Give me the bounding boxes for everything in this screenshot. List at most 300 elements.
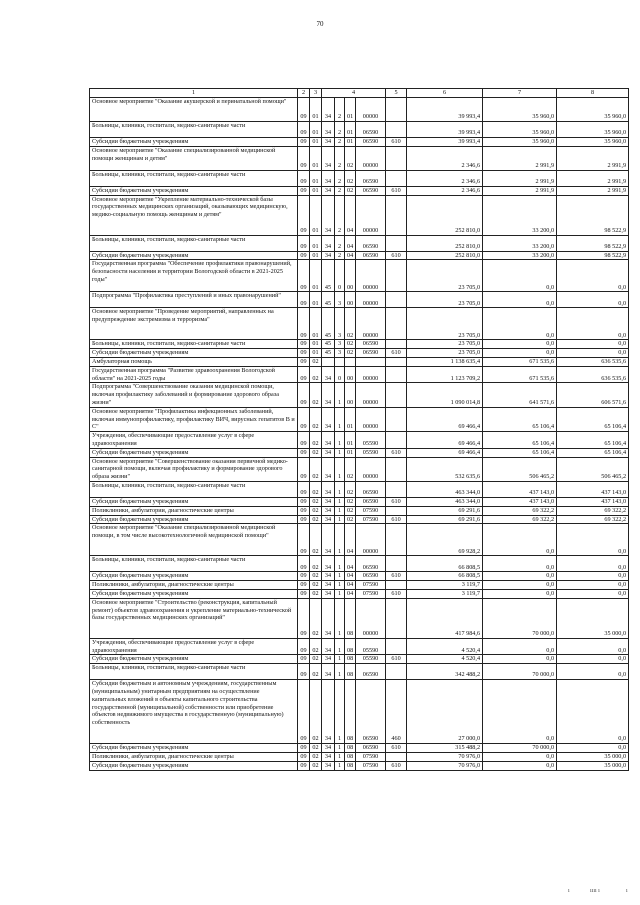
amount-col8: 35 000,0 xyxy=(557,761,629,770)
event-code: 04 xyxy=(345,251,356,260)
amount-col8: 69 322,2 xyxy=(557,515,629,524)
amount-col8: 0,0 xyxy=(557,292,629,308)
row-name: Субсидии бюджетным учреждениям xyxy=(90,138,298,147)
amount-col8: 98 522,9 xyxy=(557,235,629,251)
amount-col6: 23 705,0 xyxy=(407,349,483,358)
event-code: 02 xyxy=(345,308,356,340)
direction-code: 00000 xyxy=(356,146,386,170)
amount-col7: 33 200,0 xyxy=(483,251,557,260)
section-code: 09 xyxy=(298,195,310,235)
program-code: 34 xyxy=(322,524,335,556)
direction-code: 07590 xyxy=(356,761,386,770)
event-code: 02 xyxy=(345,146,356,170)
expense-type-code xyxy=(386,524,407,556)
amount-col7: 69 322,2 xyxy=(483,506,557,515)
row-name: Субсидии бюджетным и автономным учреждениям, государственным (муниципальным) унитарным предприятиям на осуществление капитальных вложений в объекты капитального строительства государственной (муниципальной) собственности или приобретение объектов недвижимого имущества в государственную (муниципальную) собственность xyxy=(90,680,298,744)
row-name: Больницы, клиники, госпитали, медико-санитарные части xyxy=(90,481,298,497)
row-name: Больницы, клиники, госпитали, медико-санитарные части xyxy=(90,556,298,572)
event-code: 02 xyxy=(345,186,356,195)
amount-col6: 27 000,0 xyxy=(407,680,483,744)
direction-code: 00000 xyxy=(356,407,386,431)
amount-col8: 0,0 xyxy=(557,572,629,581)
subsection-code: 01 xyxy=(310,195,322,235)
subsection-code: 02 xyxy=(310,457,322,481)
amount-col7: 437 143,0 xyxy=(483,481,557,497)
subprogram-code: 1 xyxy=(335,598,345,638)
table-row xyxy=(90,556,629,572)
subsection-code: 02 xyxy=(310,357,322,366)
event-code: 01 xyxy=(345,407,356,431)
program-code: 34 xyxy=(322,366,335,383)
amount-col8: 0,0 xyxy=(557,638,629,655)
event-code: 04 xyxy=(345,195,356,235)
subprogram-code: 3 xyxy=(335,308,345,340)
expense-type-code: 610 xyxy=(386,515,407,524)
amount-col7: 35 960,0 xyxy=(483,98,557,122)
amount-col7: 70 000,0 xyxy=(483,664,557,680)
footer-mark: ı xyxy=(626,888,628,894)
amount-col8: 0,0 xyxy=(557,589,629,598)
program-code: 34 xyxy=(322,572,335,581)
amount-col8: 2 991,9 xyxy=(557,186,629,195)
section-code: 09 xyxy=(298,383,310,407)
amount-col6: 252 810,0 xyxy=(407,251,483,260)
expense-type-code: 610 xyxy=(386,186,407,195)
subsection-code: 02 xyxy=(310,581,322,590)
expense-type-code xyxy=(386,752,407,761)
expense-type-code xyxy=(386,638,407,655)
expense-type-code xyxy=(386,122,407,138)
row-name: Больницы, клиники, госпитали, медико-санитарные части xyxy=(90,340,298,349)
expense-type-code: 610 xyxy=(386,572,407,581)
subsection-code: 02 xyxy=(310,589,322,598)
subprogram-code: 1 xyxy=(335,655,345,664)
program-code: 34 xyxy=(322,457,335,481)
amount-col6: 1 138 635,4 xyxy=(407,357,483,366)
amount-col6: 69 466,4 xyxy=(407,448,483,457)
program-code: 34 xyxy=(322,581,335,590)
subsection-code: 01 xyxy=(310,308,322,340)
subprogram-code: 2 xyxy=(335,170,345,186)
table-row xyxy=(90,524,629,556)
expense-type-code xyxy=(386,664,407,680)
row-name: Субсидии бюджетным учреждениям xyxy=(90,572,298,581)
event-code: 02 xyxy=(345,497,356,506)
direction-code: 06590 xyxy=(356,170,386,186)
expense-type-code: 610 xyxy=(386,589,407,598)
program-code: 34 xyxy=(322,195,335,235)
footer-mark: ıııı ı xyxy=(590,888,600,894)
subprogram-code: 3 xyxy=(335,292,345,308)
subsection-code: 02 xyxy=(310,515,322,524)
amount-col6: 23 705,0 xyxy=(407,340,483,349)
event-code: 04 xyxy=(345,556,356,572)
table-row xyxy=(90,122,629,138)
event-code: 08 xyxy=(345,664,356,680)
amount-col6: 315 488,2 xyxy=(407,744,483,753)
table-row xyxy=(90,761,629,770)
subprogram-code: 2 xyxy=(335,138,345,147)
amount-col6: 4 520,4 xyxy=(407,655,483,664)
amount-col8: 0,0 xyxy=(557,556,629,572)
amount-col6: 252 810,0 xyxy=(407,235,483,251)
program-code: 34 xyxy=(322,122,335,138)
subsection-code: 01 xyxy=(310,292,322,308)
amount-col8: 0,0 xyxy=(557,349,629,358)
table-row xyxy=(90,349,629,358)
row-name: Субсидии бюджетным учреждениям xyxy=(90,515,298,524)
expense-type-code xyxy=(386,598,407,638)
amount-col8: 98 522,9 xyxy=(557,195,629,235)
row-name: Основное мероприятие "Оказание специализированной медицинской помощи, в том числе высокотехнологичной медицинской помощи" xyxy=(90,524,298,556)
budget-table xyxy=(89,88,629,771)
amount-col7: 0,0 xyxy=(483,752,557,761)
section-code: 09 xyxy=(298,308,310,340)
section-code: 09 xyxy=(298,366,310,383)
expense-type-code xyxy=(386,340,407,349)
subsection-code: 02 xyxy=(310,664,322,680)
amount-col8: 0,0 xyxy=(557,744,629,753)
expense-type-code xyxy=(386,383,407,407)
section-code: 09 xyxy=(298,664,310,680)
column-header: 3 xyxy=(310,89,322,98)
amount-col8: 65 106,4 xyxy=(557,407,629,431)
program-code: 34 xyxy=(322,383,335,407)
program-code: 34 xyxy=(322,556,335,572)
program-code: 34 xyxy=(322,752,335,761)
subprogram-code: 2 xyxy=(335,195,345,235)
amount-col8: 69 322,2 xyxy=(557,506,629,515)
event-code: 02 xyxy=(345,481,356,497)
amount-col6: 342 488,2 xyxy=(407,664,483,680)
event-code: 08 xyxy=(345,744,356,753)
direction-code: 00000 xyxy=(356,195,386,235)
subsection-code: 02 xyxy=(310,366,322,383)
section-code: 09 xyxy=(298,744,310,753)
row-name: Субсидии бюджетным учреждениям xyxy=(90,349,298,358)
direction-code: 06590 xyxy=(356,497,386,506)
section-code: 09 xyxy=(298,638,310,655)
event-code: 00 xyxy=(345,366,356,383)
row-name: Субсидии бюджетным учреждениям xyxy=(90,761,298,770)
column-header: 5 xyxy=(386,89,407,98)
table-row xyxy=(90,407,629,431)
section-code: 09 xyxy=(298,572,310,581)
amount-col8: 636 535,6 xyxy=(557,366,629,383)
subsection-code: 02 xyxy=(310,432,322,449)
amount-col7: 0,0 xyxy=(483,308,557,340)
event-code: 04 xyxy=(345,235,356,251)
direction-code: 06590 xyxy=(356,340,386,349)
expense-type-code xyxy=(386,260,407,292)
table-row xyxy=(90,515,629,524)
amount-col8: 0,0 xyxy=(557,581,629,590)
program-code: 34 xyxy=(322,680,335,744)
event-code: 02 xyxy=(345,349,356,358)
event-code: 01 xyxy=(345,98,356,122)
amount-col7: 0,0 xyxy=(483,638,557,655)
event-code: 02 xyxy=(345,515,356,524)
subprogram-code: 1 xyxy=(335,752,345,761)
amount-col7: 0,0 xyxy=(483,292,557,308)
direction-code: 06590 xyxy=(356,349,386,358)
program-code: 34 xyxy=(322,448,335,457)
table-row xyxy=(90,664,629,680)
amount-col6: 463 344,0 xyxy=(407,481,483,497)
event-code: 08 xyxy=(345,638,356,655)
amount-col7: 69 322,2 xyxy=(483,515,557,524)
direction-code: 06590 xyxy=(356,572,386,581)
subprogram-code: 1 xyxy=(335,744,345,753)
row-name: Субсидии бюджетным учреждениям xyxy=(90,497,298,506)
subprogram-code: 3 xyxy=(335,349,345,358)
amount-col6: 1 090 014,8 xyxy=(407,383,483,407)
program-code: 34 xyxy=(322,235,335,251)
footer-mark: ı xyxy=(568,888,570,894)
row-name: Основное мероприятие "Оказание специализированной медицинской помощи женщинам и детям" xyxy=(90,146,298,170)
amount-col7: 671 535,6 xyxy=(483,366,557,383)
subsection-code: 02 xyxy=(310,448,322,457)
amount-col8: 65 106,4 xyxy=(557,432,629,449)
program-code: 45 xyxy=(322,308,335,340)
expense-type-code xyxy=(386,235,407,251)
amount-col6: 69 466,4 xyxy=(407,407,483,431)
expense-type-code xyxy=(386,366,407,383)
table-row xyxy=(90,235,629,251)
amount-col8: 35 960,0 xyxy=(557,138,629,147)
table-row xyxy=(90,497,629,506)
subprogram-code xyxy=(335,357,345,366)
amount-col7: 65 106,4 xyxy=(483,432,557,449)
event-code: 02 xyxy=(345,457,356,481)
amount-col7: 65 106,4 xyxy=(483,448,557,457)
amount-col8: 2 991,9 xyxy=(557,170,629,186)
subsection-code: 02 xyxy=(310,524,322,556)
row-name: Основное мероприятие "Совершенствование оказания первичной медико-санитарной помощи, включая профилактику и формирование здорового образа жизни" xyxy=(90,457,298,481)
direction-code: 07590 xyxy=(356,515,386,524)
table-row xyxy=(90,186,629,195)
section-code: 09 xyxy=(298,589,310,598)
amount-col8: 0,0 xyxy=(557,655,629,664)
amount-col7: 70 000,0 xyxy=(483,598,557,638)
subsection-code: 02 xyxy=(310,506,322,515)
amount-col8: 35 000,0 xyxy=(557,598,629,638)
amount-col6: 39 993,4 xyxy=(407,122,483,138)
column-header: 6 xyxy=(407,89,483,98)
subprogram-code: 2 xyxy=(335,122,345,138)
amount-col7: 0,0 xyxy=(483,655,557,664)
table-row xyxy=(90,506,629,515)
subprogram-code: 1 xyxy=(335,432,345,449)
expense-type-code: 610 xyxy=(386,744,407,753)
subsection-code: 02 xyxy=(310,383,322,407)
amount-col8: 0,0 xyxy=(557,340,629,349)
row-name: Субсидии бюджетным учреждениям xyxy=(90,186,298,195)
table-body xyxy=(90,98,629,771)
subprogram-code: 1 xyxy=(335,638,345,655)
amount-col6: 23 705,0 xyxy=(407,260,483,292)
amount-col8: 0,0 xyxy=(557,664,629,680)
event-code: 04 xyxy=(345,589,356,598)
subsection-code: 01 xyxy=(310,122,322,138)
amount-col8: 0,0 xyxy=(557,680,629,744)
subsection-code: 01 xyxy=(310,251,322,260)
section-code: 09 xyxy=(298,251,310,260)
amount-col6: 23 705,0 xyxy=(407,292,483,308)
direction-code: 00000 xyxy=(356,457,386,481)
row-name: Больницы, клиники, госпитали, медико-санитарные части xyxy=(90,122,298,138)
subprogram-code: 1 xyxy=(335,680,345,744)
amount-col8: 0,0 xyxy=(557,524,629,556)
direction-code: 06590 xyxy=(356,186,386,195)
subprogram-code: 1 xyxy=(335,515,345,524)
event-code: 01 xyxy=(345,122,356,138)
direction-code: 00000 xyxy=(356,260,386,292)
section-code: 09 xyxy=(298,146,310,170)
subsection-code: 01 xyxy=(310,186,322,195)
program-code: 34 xyxy=(322,138,335,147)
subprogram-code: 1 xyxy=(335,481,345,497)
subprogram-code: 1 xyxy=(335,556,345,572)
amount-col6: 39 993,4 xyxy=(407,138,483,147)
event-code: 04 xyxy=(345,524,356,556)
event-code: 04 xyxy=(345,572,356,581)
section-code: 09 xyxy=(298,556,310,572)
subsection-code: 02 xyxy=(310,556,322,572)
program-code: 34 xyxy=(322,186,335,195)
program-code xyxy=(322,357,335,366)
subprogram-code: 1 xyxy=(335,581,345,590)
direction-code: 06590 xyxy=(356,481,386,497)
amount-col6: 252 810,0 xyxy=(407,195,483,235)
program-code: 34 xyxy=(322,761,335,770)
amount-col7: 641 571,6 xyxy=(483,383,557,407)
table-row xyxy=(90,98,629,122)
subsection-code: 02 xyxy=(310,572,322,581)
expense-type-code: 610 xyxy=(386,761,407,770)
program-code: 34 xyxy=(322,407,335,431)
expense-type-code xyxy=(386,581,407,590)
section-code: 09 xyxy=(298,481,310,497)
row-name: Больницы, клиники, госпитали, медико-санитарные части xyxy=(90,664,298,680)
subprogram-code: 1 xyxy=(335,761,345,770)
subsection-code: 02 xyxy=(310,497,322,506)
direction-code: 06590 xyxy=(356,138,386,147)
table-row xyxy=(90,357,629,366)
program-code: 34 xyxy=(322,170,335,186)
program-code: 45 xyxy=(322,349,335,358)
direction-code: 06590 xyxy=(356,744,386,753)
section-code: 09 xyxy=(298,357,310,366)
section-code: 09 xyxy=(298,680,310,744)
event-code: 02 xyxy=(345,170,356,186)
section-code: 09 xyxy=(298,340,310,349)
amount-col7: 70 000,0 xyxy=(483,744,557,753)
subsection-code: 02 xyxy=(310,680,322,744)
amount-col6: 2 346,6 xyxy=(407,146,483,170)
amount-col8: 35 000,0 xyxy=(557,752,629,761)
section-code: 09 xyxy=(298,598,310,638)
program-code: 45 xyxy=(322,340,335,349)
expense-type-code xyxy=(386,195,407,235)
expense-type-code xyxy=(386,457,407,481)
amount-col6: 4 520,4 xyxy=(407,638,483,655)
subsection-code: 02 xyxy=(310,655,322,664)
table-row xyxy=(90,655,629,664)
direction-code: 05590 xyxy=(356,655,386,664)
amount-col6: 532 635,6 xyxy=(407,457,483,481)
expense-type-code: 610 xyxy=(386,655,407,664)
subprogram-code: 1 xyxy=(335,506,345,515)
amount-col7: 0,0 xyxy=(483,556,557,572)
program-code: 34 xyxy=(322,598,335,638)
expense-type-code xyxy=(386,481,407,497)
direction-code: 00000 xyxy=(356,383,386,407)
subprogram-code: 1 xyxy=(335,664,345,680)
amount-col7: 35 960,0 xyxy=(483,138,557,147)
direction-code: 05590 xyxy=(356,448,386,457)
amount-col7: 33 200,0 xyxy=(483,195,557,235)
expense-type-code: 610 xyxy=(386,138,407,147)
direction-code: 06590 xyxy=(356,680,386,744)
amount-col6: 463 344,0 xyxy=(407,497,483,506)
subsection-code: 02 xyxy=(310,638,322,655)
table-row xyxy=(90,572,629,581)
expense-type-code: 460 xyxy=(386,680,407,744)
table-row xyxy=(90,448,629,457)
direction-code: 05590 xyxy=(356,432,386,449)
program-code: 34 xyxy=(322,638,335,655)
row-name: Субсидии бюджетным учреждениям xyxy=(90,251,298,260)
table-row xyxy=(90,589,629,598)
amount-col6: 69 466,4 xyxy=(407,432,483,449)
subprogram-code: 1 xyxy=(335,448,345,457)
table-row xyxy=(90,251,629,260)
amount-col7: 506 465,2 xyxy=(483,457,557,481)
amount-col8: 35 960,0 xyxy=(557,98,629,122)
subprogram-code: 2 xyxy=(335,251,345,260)
page-number: 70 xyxy=(316,20,324,28)
direction-code: 06590 xyxy=(356,251,386,260)
row-name: Больницы, клиники, госпитали, медико-санитарные части xyxy=(90,235,298,251)
column-header: 1 xyxy=(90,89,298,98)
direction-code: 07590 xyxy=(356,506,386,515)
amount-col7: 671 535,6 xyxy=(483,357,557,366)
subprogram-code: 1 xyxy=(335,589,345,598)
subsection-code: 01 xyxy=(310,146,322,170)
section-code: 09 xyxy=(298,761,310,770)
amount-col6: 66 808,5 xyxy=(407,572,483,581)
row-name: Учреждения, обеспечивающие предоставление услуг в сфере здравоохранения xyxy=(90,638,298,655)
amount-col6: 2 346,6 xyxy=(407,186,483,195)
expense-type-code xyxy=(386,432,407,449)
amount-col6: 69 291,6 xyxy=(407,506,483,515)
section-code: 09 xyxy=(298,407,310,431)
direction-code: 06590 xyxy=(356,556,386,572)
program-code: 34 xyxy=(322,497,335,506)
amount-col7: 35 960,0 xyxy=(483,122,557,138)
program-code: 34 xyxy=(322,98,335,122)
subsection-code: 02 xyxy=(310,481,322,497)
subsection-code: 01 xyxy=(310,170,322,186)
amount-col8: 2 991,9 xyxy=(557,146,629,170)
subprogram-code: 1 xyxy=(335,383,345,407)
subprogram-code: 2 xyxy=(335,98,345,122)
amount-col8: 0,0 xyxy=(557,260,629,292)
direction-code xyxy=(356,357,386,366)
direction-code: 07590 xyxy=(356,589,386,598)
section-code: 09 xyxy=(298,186,310,195)
